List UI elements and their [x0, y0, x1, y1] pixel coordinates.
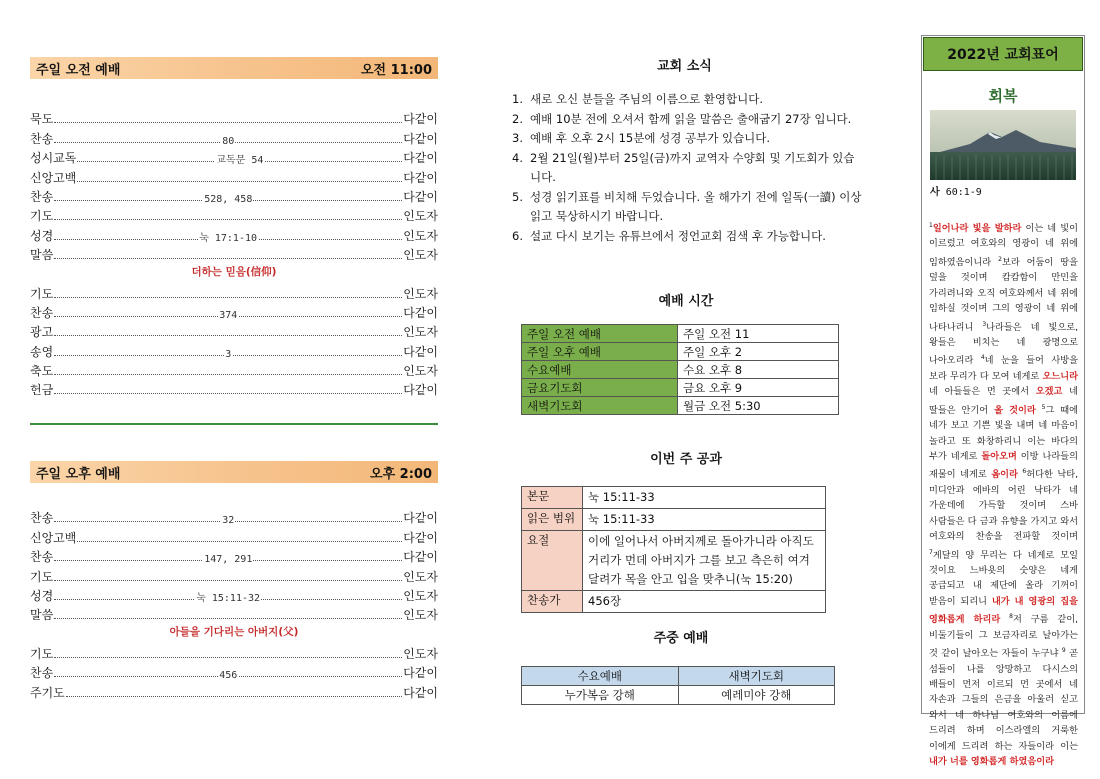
news-item-number: 3.	[512, 131, 523, 145]
afternoon-order-b	[30, 642, 438, 700]
morning-header	[30, 57, 438, 79]
scripture-text	[929, 218, 1078, 769]
news-item-number: 5.	[512, 189, 523, 204]
dotted-leader	[66, 681, 402, 700]
verse-number: 9	[1061, 647, 1066, 655]
service-row	[30, 379, 438, 398]
verse-number: 2	[998, 255, 1002, 263]
service-row-label: 찬송	[30, 131, 54, 146]
service-row-label: 축도	[30, 364, 54, 379]
dotted-leader	[54, 604, 402, 623]
news-item-text: 2월 21일(월)부터 25일(금)까지 교역자 수양회 및 기도회가 있습니다.	[530, 150, 855, 184]
service-row-leader: 다같이	[403, 189, 438, 204]
service-row-detail: 교독문 54	[215, 151, 264, 166]
dotted-leader	[54, 360, 402, 379]
afternoon-title: 주일 오후 예배	[36, 466, 121, 482]
service-row	[30, 108, 438, 127]
scripture-reference	[930, 183, 1076, 198]
worship-name: 새벽기도회	[522, 397, 678, 415]
dotted-leader	[54, 379, 402, 398]
worship-time: 수요 오후 8	[678, 361, 839, 379]
morning-time: 오전 11:00	[360, 62, 432, 78]
service-row-leader: 인도자	[403, 646, 438, 661]
service-row-leader: 인도자	[403, 569, 438, 584]
service-row-label: 말씀	[30, 248, 54, 263]
lesson-key: 요절	[522, 531, 583, 591]
service-row-detail: 147, 291	[204, 554, 253, 566]
service-row	[30, 127, 438, 146]
worship-time-row	[522, 397, 839, 415]
service-row-leader: 인도자	[403, 286, 438, 301]
verse-number: 1	[929, 222, 933, 229]
service-row-label: 말씀	[30, 608, 54, 623]
verse-highlight: 돌아오며	[981, 451, 1017, 462]
mountain-landscape-icon	[930, 110, 1076, 180]
verse-text: 네 눈을 들어 사방을 보라 무리가 다 모여 네게로	[929, 355, 1079, 382]
service-row	[30, 224, 438, 243]
service-row-leader: 인도자	[403, 248, 438, 263]
lesson-key: 찬송가	[522, 591, 583, 613]
service-row-label: 묵도	[30, 112, 54, 127]
lesson-row	[522, 509, 826, 531]
dotted-leader	[77, 166, 402, 185]
news-list	[512, 90, 862, 246]
news-item-text: 예배 10분 전에 오셔서 함께 읽을 말씀은 출애굽기 27장 입니다.	[530, 111, 852, 126]
service-row-leader: 인도자	[403, 228, 438, 243]
verse-text: 곧 섬들이 나를 앙망하고 다시스의 배들이 먼저 이르되 먼 곳에서 네 자손과 그들의 은금을 아울러 싣고 와서 네 하나님 여호와의 이름에 드리려 하며 이스라엘의 거룩한 이에게 드리려 하는 자들이라 이는	[929, 648, 1079, 752]
lesson-value: 눅 15:11-33	[583, 509, 826, 531]
motto-panel	[921, 35, 1085, 767]
verse-number: 4	[980, 354, 985, 362]
morning-title: 주일 오전 예배	[36, 62, 121, 78]
worship-name: 주일 오전 예배	[522, 325, 678, 343]
service-row-label: 신앙고백	[30, 530, 77, 545]
dotted-leader	[54, 108, 402, 127]
morning-service	[30, 57, 438, 398]
service-row	[30, 526, 438, 545]
service-row-label: 주기도	[30, 685, 65, 700]
verse-highlight: 일어나라 빛을 발하라	[932, 223, 1022, 235]
service-row	[30, 585, 438, 604]
dotted-leader	[54, 244, 402, 263]
service-row	[30, 321, 438, 340]
dotted-leader	[54, 321, 402, 340]
service-row	[30, 546, 438, 565]
verse-text: 네 딸들은 안기어	[929, 386, 1079, 416]
worship-time: 주일 오전 11	[678, 325, 839, 343]
section-divider	[30, 423, 438, 425]
scripture-range: 60:1-9	[945, 187, 982, 198]
dotted-leader	[54, 565, 402, 584]
news-item	[512, 90, 862, 110]
worship-times-section	[521, 290, 841, 415]
verse-text: 보라 어둠이 땅을 덮을 것이며 캄캄함이 만민을 가리려니와 오직 여호와께서 네 위에 임하실 것이며 그의 영광이 네 위에 나타나리니	[929, 256, 1079, 333]
verse-number: 7	[929, 548, 933, 556]
service-row	[30, 205, 438, 224]
worship-name: 수요예배	[522, 361, 678, 379]
verse-highlight: 옴이라	[991, 469, 1018, 481]
motto-title: 2022년 교회표어	[923, 37, 1083, 71]
verse-text: 게달의 양 무리는 다 네게로 모일 것이요 느바욧의 숫양은 네게 공급되고 내 제단에 올라 기꺼이 받음이 되리니	[929, 549, 1078, 607]
service-row-leader: 다같이	[403, 131, 438, 146]
service-row	[30, 604, 438, 623]
dotted-leader	[54, 340, 402, 359]
service-row-leader: 다같이	[403, 666, 438, 681]
morning-order-b	[30, 282, 438, 398]
morning-sermon-title: 더하는 믿음(信仰)	[191, 266, 277, 279]
service-row	[30, 681, 438, 700]
service-row-label: 기도	[30, 569, 54, 584]
lesson-value: 456장	[583, 591, 826, 613]
service-row-leader: 인도자	[403, 608, 438, 623]
midweek-value-wed: 누가복음 강해	[522, 686, 679, 705]
service-row-leader: 다같이	[403, 305, 438, 320]
news-title: 교회 소식	[657, 59, 712, 74]
lesson-table	[521, 486, 826, 613]
news-item-number: 6.	[512, 228, 523, 243]
service-row-detail: 374	[219, 309, 238, 321]
verse-number: 8	[1009, 613, 1013, 621]
service-row-label: 찬송	[30, 305, 54, 320]
lesson-value: 이에 일어나서 아버지께로 돌아가니라 아직도 거리가 먼데 아버지가 그를 보고 측은히 여겨 달려가 목을 안고 입을 맞추니(눅 15:20)	[583, 531, 826, 591]
service-row	[30, 166, 438, 185]
service-row-label: 찬송	[30, 189, 54, 204]
service-row-label: 기도	[30, 646, 54, 661]
news-item	[512, 227, 862, 247]
service-row-label: 성시교독	[30, 151, 77, 166]
news-item-number: 2.	[512, 111, 523, 126]
worship-time: 월금 오전 5:30	[678, 397, 839, 415]
service-row	[30, 565, 438, 584]
news-item	[512, 149, 862, 188]
dotted-leader	[77, 526, 402, 545]
dotted-leader	[54, 302, 402, 321]
midweek-value-dawn: 예레미야 강해	[678, 686, 835, 705]
service-row-leader: 다같이	[403, 530, 438, 545]
mountain-landscape-image	[930, 110, 1076, 180]
service-row	[30, 302, 438, 321]
service-row	[30, 244, 438, 263]
service-row	[30, 186, 438, 205]
service-row-label: 찬송	[30, 511, 54, 526]
worship-name: 주일 오후 예배	[522, 343, 678, 361]
afternoon-sermon-title: 아들을 기다리는 아버지(父)	[169, 626, 299, 639]
midweek-header-dawn: 새벽기도회	[678, 667, 835, 686]
dotted-leader	[54, 642, 402, 661]
service-row	[30, 507, 438, 526]
worship-name: 금요기도회	[522, 379, 678, 397]
dotted-leader	[54, 186, 402, 205]
motto-theme: 회복	[988, 87, 1018, 105]
service-row-detail: 80	[222, 135, 235, 147]
verse-text	[1000, 614, 1009, 625]
service-row	[30, 147, 438, 166]
midweek-section	[521, 627, 841, 705]
verse-number: 6	[1022, 468, 1027, 476]
worship-time-row	[522, 325, 839, 343]
worship-time-row	[522, 343, 839, 361]
lesson-title: 이번 주 공과	[650, 452, 722, 467]
service-row-leader: 다같이	[403, 170, 438, 185]
worship-time: 주일 오후 2	[678, 343, 839, 361]
service-row-label: 성경	[30, 588, 54, 603]
news-item-text: 예배 후 오후 2시 15분에 성경 공부가 있습니다.	[530, 131, 771, 145]
midweek-header-wed: 수요예배	[522, 667, 679, 686]
middle-column	[512, 55, 862, 246]
news-item-number: 4.	[512, 150, 523, 165]
verse-number: 3	[982, 320, 987, 328]
dotted-leader	[54, 507, 402, 526]
service-row-leader: 다같이	[403, 383, 438, 398]
lesson-section	[521, 448, 841, 613]
service-row-leader: 인도자	[403, 588, 438, 603]
dotted-leader	[54, 224, 402, 243]
worship-times-title: 예배 시간	[658, 294, 714, 309]
news-item	[512, 110, 862, 130]
service-row-label: 기도	[30, 209, 54, 224]
service-row-label: 기도	[30, 286, 54, 301]
verse-number: 5	[1041, 403, 1046, 411]
verse-text: 이는 네 빛이 이르렀고 여호와의 영광이 네 위에 임하였음이니라	[929, 223, 1078, 268]
service-row-detail: 3	[225, 348, 232, 360]
service-row-label: 신앙고백	[30, 170, 77, 185]
afternoon-order-a	[30, 507, 438, 623]
verse-text: 이방 나라들의 재물이 네게로	[929, 451, 1079, 481]
lesson-row	[522, 591, 826, 613]
service-row-leader: 다같이	[403, 550, 438, 565]
worship-time-row	[522, 379, 839, 397]
lesson-key: 읽은 범위	[522, 509, 583, 531]
service-row-label: 성경	[30, 228, 54, 243]
service-row	[30, 360, 438, 379]
dotted-leader	[54, 662, 402, 681]
afternoon-time: 오후 2:00	[370, 466, 432, 482]
service-row-detail: 528, 458	[204, 193, 253, 205]
lesson-value: 눅 15:11-33	[583, 487, 826, 509]
worship-time: 금요 오후 9	[678, 379, 839, 397]
verse-text: 그 때에 네가 보고 기쁜 빛을 내며 네 마음이 놀라고 또 화창하리니 이는 바다의 부가 네게로	[929, 404, 1079, 462]
news-item-text: 설교 다시 보기는 유튜브에서 정언교회 검색 후 가능합니다.	[530, 228, 826, 243]
morning-order-a	[30, 108, 438, 263]
service-row-label: 송영	[30, 344, 54, 359]
verse-highlight: 내가 내 영광의 집을 영화롭게 하리라	[929, 595, 1078, 626]
service-row-leader: 인도자	[403, 209, 438, 224]
service-row-leader: 다같이	[403, 112, 438, 127]
service-row-label: 찬송	[30, 666, 54, 681]
service-row-leader: 다같이	[403, 151, 438, 166]
news-item-text: 성경 읽기표를 비치해 두었습니다. 올 해가기 전에 일독(一讀) 이상 읽고 묵상하시기 바랍니다.	[530, 189, 862, 223]
worship-times-table	[521, 324, 839, 415]
service-row-leader: 인도자	[403, 364, 438, 379]
service-row	[30, 282, 438, 301]
dotted-leader	[54, 127, 402, 146]
afternoon-service	[30, 461, 438, 701]
service-row-detail: 눅 17:1-10	[198, 229, 258, 244]
verse-text: 허다한 낙타, 미디안과 에바의 어린 낙타가 네 가운데에 가득할 것이며 스바 사람들은 다 금과 유향을 가지고 와서 여호와의 찬송을 전파할 것이며	[929, 469, 1079, 543]
verse-highlight: 오느니라	[1042, 370, 1078, 382]
lesson-key: 본문	[522, 487, 583, 509]
service-row-label: 헌금	[30, 383, 54, 398]
service-row	[30, 642, 438, 661]
news-item	[512, 188, 862, 227]
service-row-leader: 다같이	[403, 344, 438, 359]
worship-time-row	[522, 361, 839, 379]
service-row	[30, 340, 438, 359]
service-row-detail: 456	[219, 670, 238, 682]
service-row-leader: 인도자	[403, 325, 438, 340]
verse-text: 나라들은 네 빛으로, 왕들은 비치는 네 광명으로 나아오리라	[929, 321, 1079, 367]
service-row	[30, 662, 438, 681]
dotted-leader	[54, 546, 402, 565]
lesson-row	[522, 487, 826, 509]
dotted-leader	[77, 147, 402, 166]
scripture-book: 사	[930, 187, 940, 198]
news-item	[512, 129, 862, 149]
news-item-text: 새로 오신 분들을 주님의 이름으로 환영합니다.	[530, 92, 764, 106]
dotted-leader	[54, 282, 402, 301]
service-row-label: 찬송	[30, 550, 54, 565]
midweek-table	[521, 666, 835, 705]
midweek-title: 주중 예배	[653, 631, 709, 646]
verse-text: 네 아들들은 먼 곳에서	[929, 386, 1036, 398]
service-row-detail: 눅 15:11-32	[195, 589, 261, 604]
dotted-leader	[54, 205, 402, 224]
afternoon-header	[30, 461, 438, 483]
service-row-label: 광고	[30, 325, 54, 340]
service-row-detail: 32	[222, 515, 235, 527]
verse-highlight: 오겠고	[1035, 386, 1063, 398]
verse-text: 저 구름 같이, 비둘기들이 그 보금자리로 날아가는 것 같이 날아오는 자들이 누구냐	[929, 614, 1079, 660]
service-row-leader: 다같이	[403, 685, 438, 700]
verse-highlight: 내가 너를 영화롭게 하였음이라	[929, 755, 1054, 767]
verse-highlight: 올 것이라	[994, 404, 1036, 416]
dotted-leader	[54, 585, 402, 604]
service-row-leader: 다같이	[403, 511, 438, 526]
news-item-number: 1.	[512, 92, 523, 106]
lesson-row	[522, 531, 826, 591]
